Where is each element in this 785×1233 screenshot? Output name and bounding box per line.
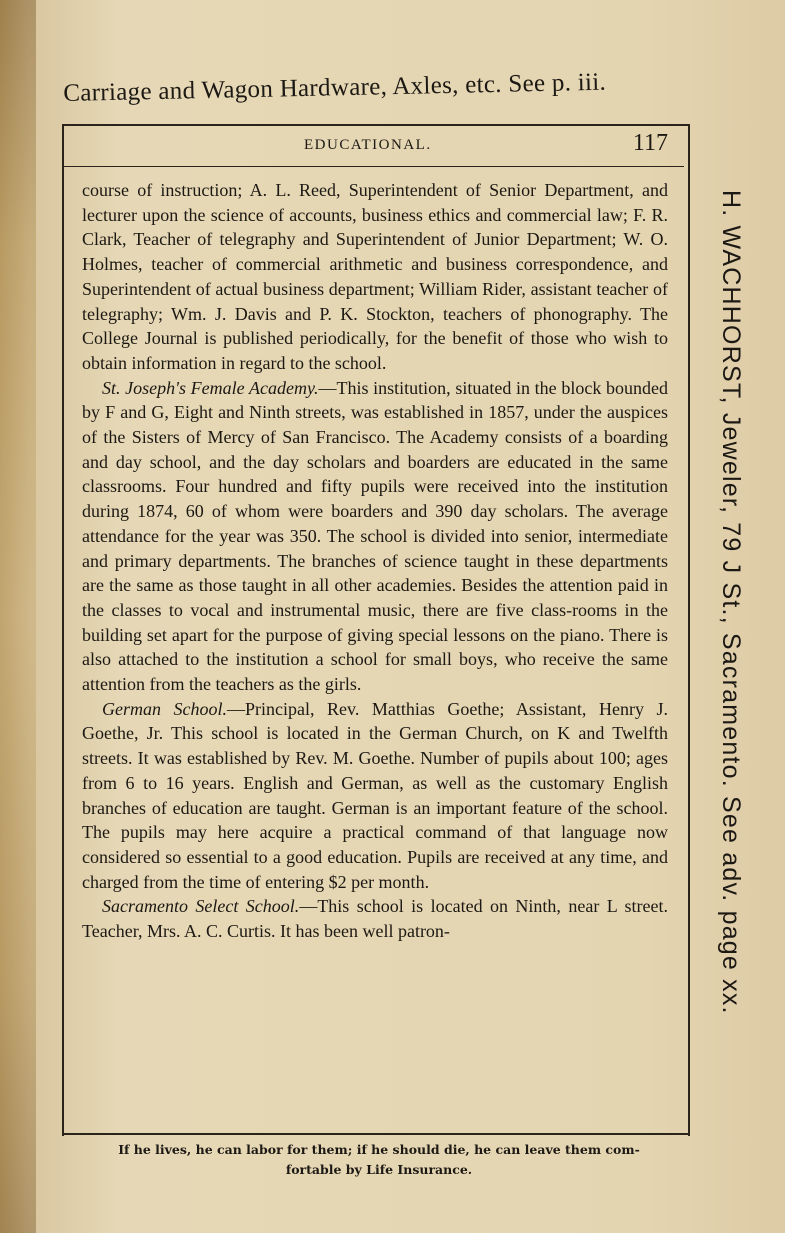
paragraph-3-lead: German School. [102, 698, 228, 719]
paragraph-3 [82, 697, 668, 895]
side-advertisement: H. WACHHORST, Jeweler, 79 J St., Sacramento. See adv. page xx. [717, 190, 745, 1015]
paragraph-2 [82, 376, 668, 697]
paragraph-2-lead: St. Joseph's Female Academy. [102, 377, 319, 398]
footer-note [74, 1140, 684, 1180]
section-title: EDUCATIONAL. [304, 137, 432, 153]
page-number: 117 [632, 130, 668, 156]
footer-line-1: If he lives, he can labor for them; if he should die, he can leave them com- [118, 1142, 640, 1157]
running-head [64, 126, 684, 167]
page-gutter [0, 0, 36, 1233]
page-frame-bottom-rule [62, 1133, 688, 1135]
paragraph-4-text: —This school is located on Ninth, near L street. Teacher, Mrs. A. C. Curtis. It has been well patron- [82, 896, 668, 942]
body-text [82, 178, 668, 944]
paragraph-4-lead: Sacramento Select School. [102, 896, 300, 917]
paragraph-2-text: —This institution, situated in the block bounded by F and G, Eight and Ninth streets, was established in 1857, under the auspices of the Sisters of Mercy of San Francisco. The Academy consists of a boarding and day school, and the day scholars and boarders are educated in the same classrooms. Four hundred and fifty pupils were received into the institution during 1874, 60 of whom were boarders and 390 day scholars. The average attendance for the year was 350. The school is divided into senior, intermediate and primary departments. The branches of science taught in these departments are the same as those taught in all other academies. Besides the attention paid in the classes to vocal and instrumental music, there are five class-rooms in the building set apart for the purpose of giving special lessons on the piano. There is also attached to the institution a school for small boys, who receive the same attention from the teachers as the girls. [82, 377, 668, 695]
footer-line-2: fortable by Life Insurance. [285, 1162, 473, 1177]
paragraph-1-text: course of instruction; A. L. Reed, Superintendent of Senior Department, and lecturer upon the science of accounts, business ethics and commercial law; F. R. Clark, Teacher of telegraphy and Superintendent of Junior Department; W. O. Holmes, teacher of commercial arithmetic and business correspondence, and Superintendent of actual business department; William Rider, assistant teacher of telegraphy; Wm. J. Davis and P. K. Stockton, teachers of phonography. The College Journal is published periodically, for the benefit of those who wish to obtain information in regard to the school. [82, 180, 668, 373]
paragraph-4 [82, 894, 668, 943]
paragraph-3-text: —Principal, Rev. Matthias Goethe; Assistant, Henry J. Goethe, Jr. This school is located in the German Church, on K and Twelfth streets. It was established by Rev. M. Goethe. Number of pupils about 100; ages from 6 to 16 years. English and German, as well as the customary English branches of education are taught. German is an important feature of the school. The pupils may here acquire a practical command of that language now considered so essential to a good education. Pupils are received at any time, and charged from the time of entering $2 per month. [82, 698, 668, 892]
top-advertisement: Carriage and Wagon Hardware, Axles, etc. See p. iii. [63, 68, 607, 108]
paragraph-1 [82, 178, 668, 376]
